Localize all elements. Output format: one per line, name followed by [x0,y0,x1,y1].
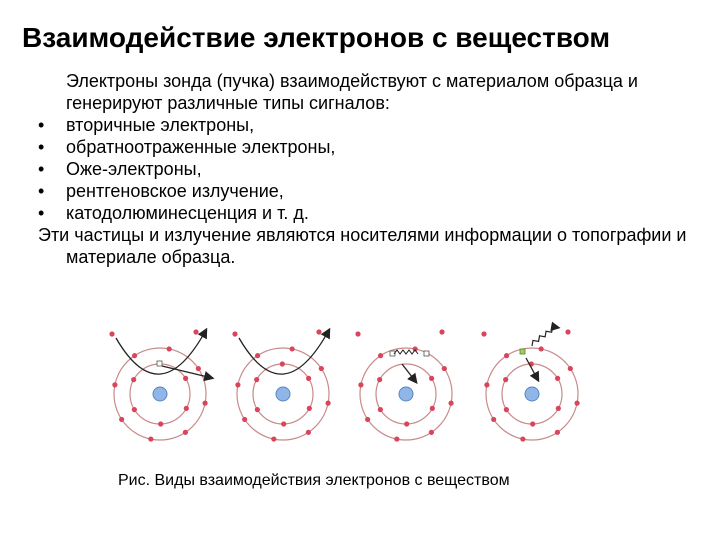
atom-panel-secondary-electron [109,329,212,441]
transition-arrow [402,364,416,382]
electron [568,366,573,371]
electron [429,430,434,435]
electron [307,406,312,411]
electron [196,366,201,371]
signal-list [38,114,688,224]
intro-paragraph: Электроны зонда (пучка) взаимодействуют с материалом образца и генерируют различные типы сигналов: [66,71,638,113]
vacancy [157,361,162,366]
electron [202,401,207,406]
electron [442,366,447,371]
electron [491,417,496,422]
electron [109,331,114,336]
electron [555,430,560,435]
bullet-marker: • [38,203,45,223]
electron [358,382,363,387]
electron [280,361,285,366]
interaction-diagram [0,300,720,460]
electron [255,407,260,412]
electron [481,331,486,336]
electron [306,430,311,435]
electron [167,346,172,351]
electron [271,436,276,441]
electron [365,417,370,422]
atom-panel-auger-electron [355,329,453,441]
electron [539,346,544,351]
electron [183,430,188,435]
electron [394,436,399,441]
electron [530,421,535,426]
bullet-marker: • [38,137,45,157]
slide-body [38,70,688,268]
auger-transfer-wave [394,350,418,354]
list-item: • Оже-электроны, [38,159,202,179]
electron [112,382,117,387]
bullet-marker: • [38,115,45,135]
electron [556,406,561,411]
electron [325,401,330,406]
list-item: • обратноотраженные электроны, [38,137,336,157]
electron [377,377,382,382]
electron [193,329,198,334]
list-item: • вторичные электроны, [38,115,255,135]
outro-paragraph: Эти частицы и излучение являются носителями информации о топографии и материале образца. [38,225,687,267]
electron [319,366,324,371]
electron [316,329,321,334]
electron [254,377,259,382]
electron [132,407,137,412]
nucleus [153,387,167,401]
electron [484,382,489,387]
slide-title: Взаимодействие электронов с веществом [22,22,611,53]
electron [520,436,525,441]
electron [132,353,137,358]
electron [504,407,509,412]
electron [503,377,508,382]
bullet-marker: • [38,181,45,201]
electron [378,407,383,412]
electron [184,406,189,411]
atom-panel-x-ray-emission [481,324,579,441]
electron [404,421,409,426]
electron [439,329,444,334]
electron [355,331,360,336]
figure-caption: Рис. Виды взаимодействия электронов с веществом [118,472,510,489]
nucleus [276,387,290,401]
electron [148,436,153,441]
electron [235,382,240,387]
electron [158,421,163,426]
electron [574,401,579,406]
list-item: • рентгеновское излучение, [38,181,284,201]
electron [290,346,295,351]
vacancy [424,351,429,356]
electron [119,417,124,422]
electron [430,406,435,411]
electron [281,421,286,426]
electron [255,353,260,358]
electron [429,376,434,381]
xray-photon-wave [530,324,559,346]
electron [555,376,560,381]
vacancy [520,349,525,354]
electron [131,377,136,382]
nucleus [525,387,539,401]
electron [183,376,188,381]
bullet-marker: • [38,159,45,179]
electron [242,417,247,422]
electron [306,376,311,381]
electron [378,353,383,358]
list-item: • катодолюминесценция и т. д. [38,203,309,223]
electron [232,331,237,336]
electron [565,329,570,334]
nucleus [399,387,413,401]
atom-panel-backscattered-electron [232,329,330,441]
electron [504,353,509,358]
beam-trajectory [116,330,206,374]
electron [448,401,453,406]
beam-trajectory [239,330,329,374]
transition-arrow [526,358,538,380]
